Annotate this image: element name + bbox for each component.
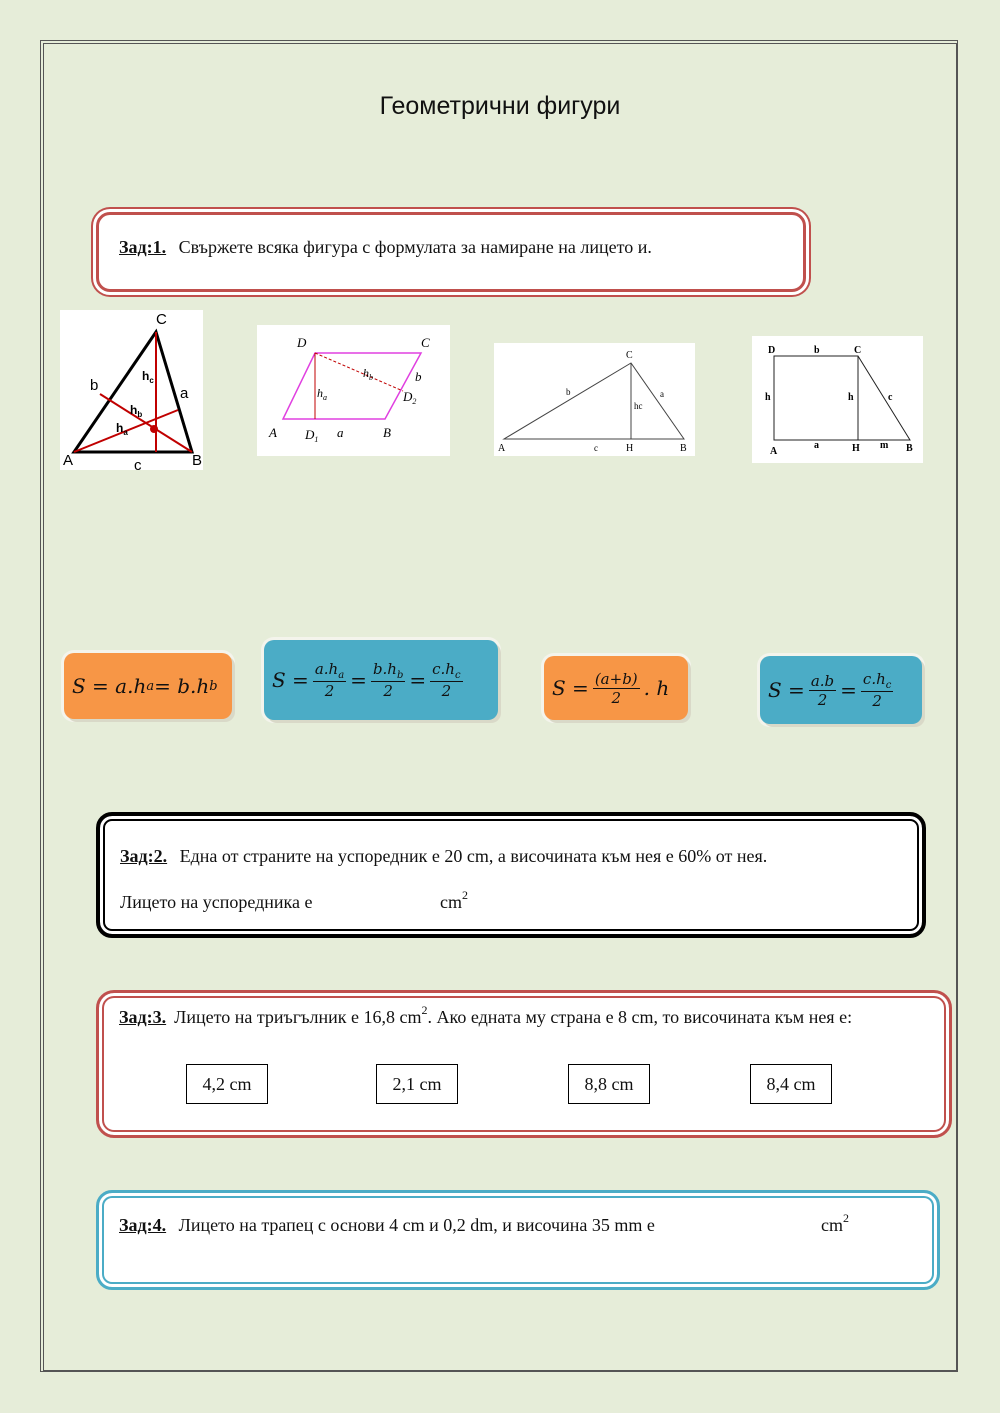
label-A: A (269, 425, 277, 440)
task2-answer-input[interactable] (316, 886, 416, 914)
f3-num: (a+b) (594, 669, 638, 688)
task3-text-a: Лицето на триъгълник е 16,8 cm (174, 1007, 422, 1027)
task4-unit-exp: 2 (843, 1211, 849, 1225)
label-H: H (626, 443, 634, 454)
formula-card-parallelogram[interactable] (64, 653, 232, 719)
task2-unit-exp: 2 (462, 888, 468, 902)
label-B: B (383, 425, 391, 440)
f2-n3: c.h (432, 660, 455, 678)
task1-text: Свържете всяка фигура с формулата за намиране на лицето и. (178, 237, 652, 257)
label-hb-sub: b (369, 373, 373, 382)
f4-n2s: c (885, 680, 892, 691)
label-a: a (337, 425, 344, 440)
label-hc: h (142, 369, 150, 383)
page-title: Геометрични фигури (379, 92, 621, 120)
label-hb: h (363, 366, 369, 380)
label-b: b (814, 345, 820, 356)
f2-n1: a.h (314, 660, 339, 678)
label-c: c (594, 443, 598, 453)
label-ha: h (317, 386, 323, 400)
f3-tail: . h (643, 676, 670, 700)
label-a: a (814, 440, 819, 451)
label-A: A (498, 443, 506, 454)
label-C: C (854, 345, 862, 356)
label-c: c (134, 457, 142, 470)
task4-unit: cm (821, 1215, 843, 1235)
formula-card-trapezoid[interactable] (544, 656, 688, 720)
f2-den1: 2 (324, 682, 335, 700)
label-m: m (880, 440, 889, 451)
f2-n3s: c (454, 670, 461, 681)
label-C: C (421, 335, 430, 350)
label-B: B (906, 443, 913, 454)
task1-label: Зад:1. (119, 237, 167, 257)
task4-label: Зад:4. (119, 1215, 167, 1235)
label-a: a (180, 385, 189, 402)
label-D: D (297, 335, 307, 350)
f4-n2: c.h (862, 670, 886, 688)
label-C: C (626, 350, 633, 361)
label-A: A (770, 446, 778, 457)
f2-eq1: = (350, 668, 367, 692)
f2-eq2: = (409, 668, 427, 692)
f2-den2: 2 (383, 682, 393, 700)
label-h-mid: h (848, 392, 854, 403)
label-ha-sub: a (323, 393, 327, 402)
task3-text-exp: 2 (421, 1003, 428, 1017)
f2-n2: b.h (372, 660, 397, 678)
f4-n1: a.b (810, 671, 835, 690)
svg-text:D2 (402, 389, 416, 406)
task3-option-4[interactable]: 8,4 cm (750, 1064, 832, 1104)
label-D2-sub: 2 (412, 397, 417, 406)
label-C: C (156, 311, 167, 328)
label-B: B (192, 452, 203, 469)
task3-option-2[interactable]: 2,1 cm (376, 1064, 458, 1104)
label-D1-sub: 1 (314, 435, 319, 444)
label-D1: D (305, 427, 315, 442)
task3-option-3[interactable]: 8,8 cm (568, 1064, 650, 1104)
label-h-left: h (765, 392, 771, 403)
label-hb: h (130, 403, 138, 417)
trapezoid-figure[interactable] (752, 336, 923, 463)
label-b: b (566, 387, 571, 397)
task3-option-1[interactable]: 4,2 cm (186, 1064, 268, 1104)
f1-mid: = b.h (154, 674, 210, 698)
task2-unit: cm (440, 892, 462, 912)
label-hc-sub: c (149, 376, 154, 385)
task3-label: Зад:3. (119, 1007, 167, 1027)
label-b: b (415, 369, 422, 384)
right-triangle-figure[interactable] (494, 343, 695, 456)
label-hc: hc (634, 401, 643, 411)
label-c: c (888, 392, 893, 403)
f4-den2: 2 (872, 692, 882, 710)
label-ha: h (116, 421, 124, 435)
task3-text-b: . Ако едната му страна е 8 cm, то височината към нея е: (427, 1007, 853, 1027)
task4-box (96, 1190, 940, 1290)
f4-lhs: S = (768, 678, 805, 702)
parallelogram-figure[interactable] (257, 325, 450, 456)
svg-text:ha (116, 421, 128, 437)
f3-lhs: S = (552, 676, 589, 700)
label-D2: D (403, 389, 413, 404)
f2-den3: 2 (441, 682, 452, 700)
task1-box (96, 212, 806, 292)
formula-card-triangle[interactable] (264, 640, 498, 720)
label-a: a (660, 389, 664, 399)
svg-text:D1 (304, 427, 318, 444)
label-b: b (90, 377, 99, 394)
f1-sub-b: b (209, 678, 218, 694)
f4-eq: = (840, 678, 857, 702)
task4-answer-input[interactable] (725, 1209, 815, 1237)
svg-text:ha (317, 386, 327, 402)
task2-answer-prefix: Лицето на успоредника е (120, 892, 313, 912)
task2-label: Зад:2. (120, 846, 168, 866)
task2-box (96, 812, 926, 938)
label-ha-sub: a (123, 428, 128, 437)
svg-text:hb (130, 403, 142, 419)
label-B: B (680, 443, 687, 454)
svg-text:hb (363, 366, 373, 382)
f3-den: 2 (611, 688, 622, 707)
triangle-figure[interactable] (60, 310, 203, 470)
task4-text: Лицето на трапец с основи 4 cm и 0,2 dm, и височина 35 mm е (178, 1215, 655, 1235)
f2-lhs: S = (272, 668, 309, 692)
label-hb-sub: b (137, 410, 143, 419)
task2-text: Една от страните на успоредник е 20 cm, а височината към нея е 60% от нея. (179, 846, 768, 866)
formula-card-right-triangle[interactable] (760, 656, 922, 724)
f2-n2s: b (396, 670, 404, 681)
f4-den1: 2 (817, 690, 828, 709)
label-H: H (852, 443, 860, 454)
label-A: A (63, 452, 74, 469)
label-D: D (768, 345, 776, 356)
f2-n1s: a (338, 670, 345, 681)
svg-text:hc (142, 369, 154, 385)
f1-sub-a: a (146, 678, 155, 694)
f1-lhs: S = a.h (72, 674, 147, 698)
